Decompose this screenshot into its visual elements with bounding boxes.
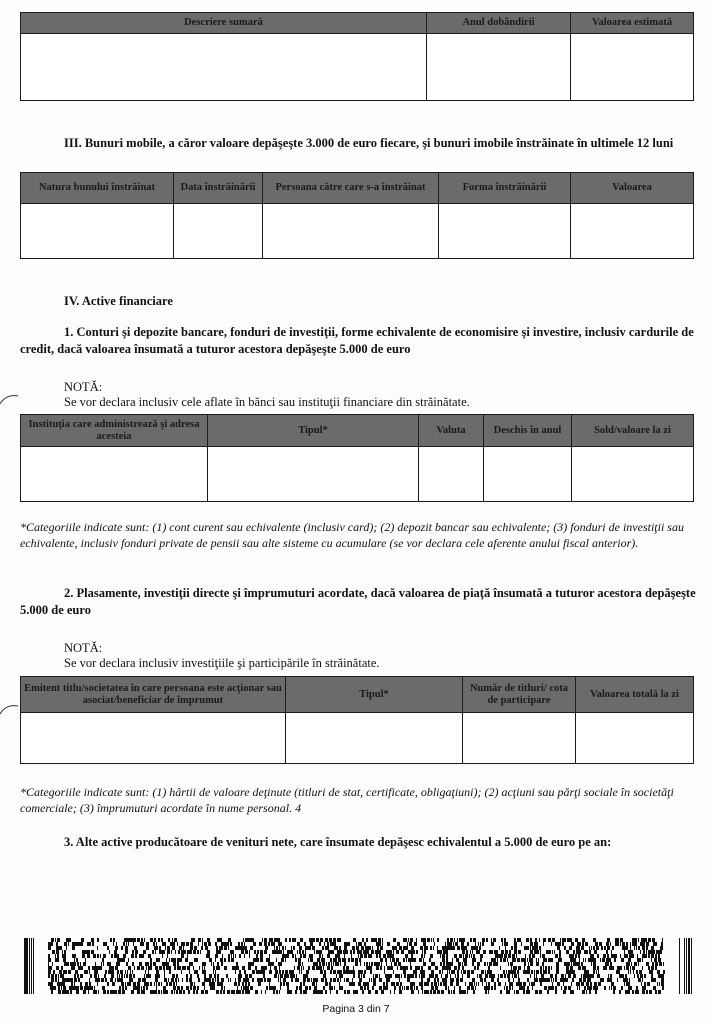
- alienated-assets-table: [20, 172, 694, 259]
- cell-empty: [571, 34, 694, 101]
- item-3-title: 3. Alte active producătoare de venituri nete, care însumate depăşesc echivalentul a 5.000 de euro pe an:: [64, 835, 612, 849]
- col-header-year-acquired: Anul dobândirii: [427, 13, 571, 34]
- col-header-share-count: Număr de titluri/ cota de participare: [463, 677, 576, 713]
- cell-empty: [484, 447, 572, 502]
- cell-empty: [576, 713, 694, 764]
- col-header-alienation-date: Data înstrăinării: [174, 173, 263, 204]
- scan-edge-mark-icon: [0, 700, 20, 720]
- cell-empty: [21, 34, 427, 101]
- col-header-recipient: Persoana către care s-a înstrăinat: [263, 173, 439, 204]
- cell-empty: [439, 204, 571, 259]
- acquired-assets-table: [20, 12, 694, 101]
- item-2-title: 2. Plasamente, investiţii directe şi împrumuturi acordate, dacă valoarea de piaţă însumată a tuturor acestora depăşeşte 5.000 de euro: [20, 586, 696, 617]
- section-3-title: III. Bunuri mobile, a căror valoare depăşeşte 3.000 de euro fiecare, şi bunuri imobile înstrăinate în ultimele 12 luni: [64, 136, 674, 150]
- table-row: [21, 713, 694, 764]
- table-row: [21, 447, 694, 502]
- item-1-note-label: NOTĂ:: [64, 380, 103, 394]
- item-2-footnote: *Categoriile indicate sunt: (1) hârtii de valoare deţinute (titluri de stat, certificate, obligaţiuni); (2) acţiuni sau părţi sociale în societăţi comerciale; (3) împrumuturi acordate în nume personal. 4: [20, 785, 674, 815]
- cell-empty: [21, 713, 286, 764]
- cell-empty: [263, 204, 439, 259]
- cell-empty: [419, 447, 484, 502]
- pdf417-barcode-icon: [24, 938, 692, 994]
- investments-table: [20, 676, 694, 764]
- section-4-title: IV. Active financiare: [64, 294, 173, 308]
- col-header-currency: Valuta: [419, 415, 484, 447]
- col-header-balance: Sold/valoare la zi: [572, 415, 694, 447]
- table-row: [21, 204, 694, 259]
- col-header-alienation-form: Forma înstrăinării: [439, 173, 571, 204]
- col-header-asset-nature: Natura bunului înstrăinat: [21, 173, 174, 204]
- cell-empty: [571, 204, 694, 259]
- col-header-value: Valoarea: [571, 173, 694, 204]
- table-row: [21, 34, 694, 101]
- scan-edge-mark-icon: [0, 390, 20, 410]
- cell-empty: [21, 447, 208, 502]
- cell-empty: [208, 447, 419, 502]
- cell-empty: [427, 34, 571, 101]
- bank-accounts-table: [20, 414, 694, 502]
- item-1-note-text: Se vor declara inclusiv cele aflate în bănci sau instituţii financiare din străinătate.: [64, 395, 470, 409]
- col-header-description: Descriere sumară: [21, 13, 427, 34]
- cell-empty: [572, 447, 694, 502]
- col-header-total-value: Valoarea totală la zi: [576, 677, 694, 713]
- cell-empty: [174, 204, 263, 259]
- cell-empty: [463, 713, 576, 764]
- col-header-opened-year: Deschis în anul: [484, 415, 572, 447]
- cell-empty: [21, 204, 174, 259]
- col-header-estimated-value: Valoarea estimată: [571, 13, 694, 34]
- item-1-footnote: *Categoriile indicate sunt: (1) cont curent sau echivalente (inclusiv card); (2) depozit bancar sau echivalente; (3) fonduri de investiţii sau echivalente, inclusiv fonduri private de pensii sau alte sisteme cu acumulare (se vor declara cele aferente anului fiscal anterior).: [20, 520, 684, 550]
- item-1-title: 1. Conturi şi depozite bancare, fonduri de investiţii, forme echivalente de economisire şi investire, inclusiv cardurile de credit, dacă valoarea însumată a tuturor acestora depăşeşte 5.000 de euro: [20, 325, 694, 356]
- col-header-issuer: Emitent titlu/societatea în care persoana este acţionar sau asociat/beneficiar de împrumut: [21, 677, 286, 713]
- col-header-institution: Instituţia care administrează şi adresa acesteia: [21, 415, 208, 447]
- col-header-type: Tipul*: [208, 415, 419, 447]
- col-header-type: Tipul*: [286, 677, 463, 713]
- cell-empty: [286, 713, 463, 764]
- page-number: Pagina 3 din 7: [322, 1003, 390, 1015]
- item-2-note-label: NOTĂ:: [64, 641, 103, 655]
- item-2-note-text: Se vor declara inclusiv investiţiile şi participările în străinătate.: [64, 656, 380, 670]
